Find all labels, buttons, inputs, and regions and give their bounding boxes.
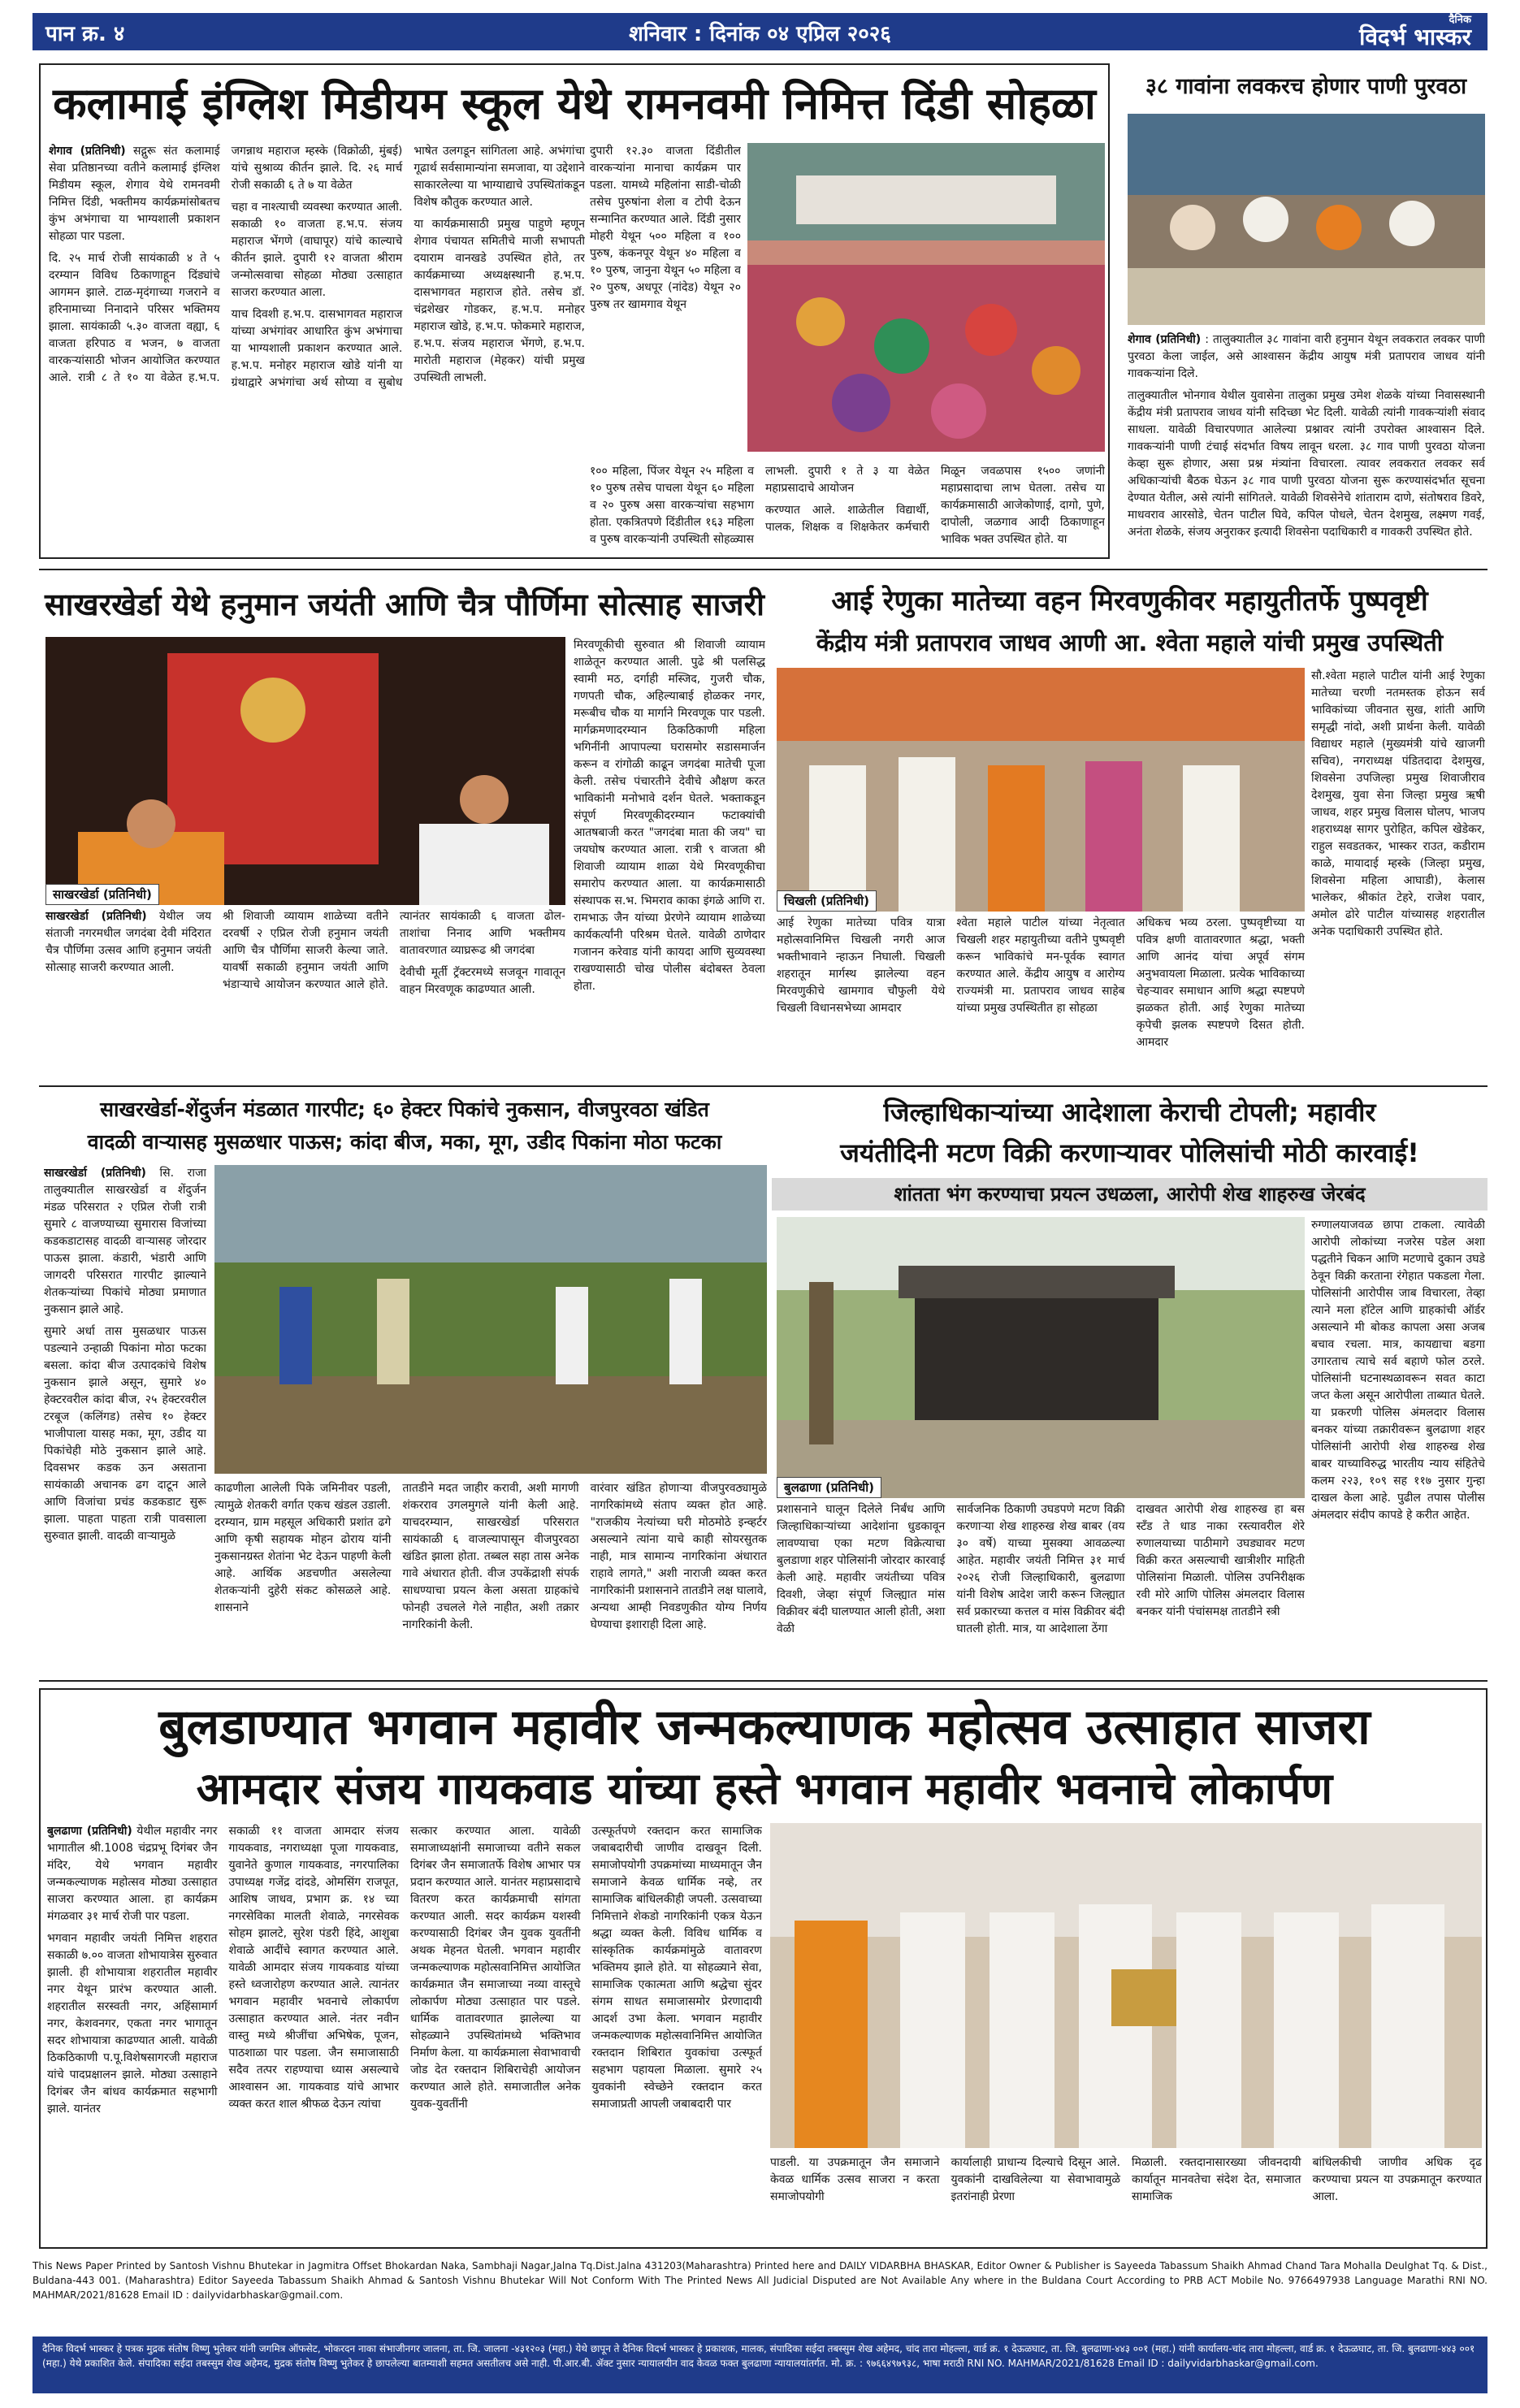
story-renuka-body <box>777 915 1305 1074</box>
paragraph: बांधिलकीची जाणीव अधिक दृढ करण्याचा प्रयत्न या उपक्रमातून करण्यात आला. <box>1312 2156 1482 2203</box>
story-kalamai-body-b <box>590 143 741 460</box>
issue-date: शनिवार : दिनांक ०४ एप्रिल २०२६ <box>629 22 891 46</box>
story-mahavir-headline-1: बुलडाण्यात भगवान महावीर जन्मकल्याणक महोत्सव उत्साहात साजरा <box>158 1699 1371 1756</box>
paragraph: करण्यात आले. शाळेतील विद्यार्थी, पालक, शिक्षक व शिक्षकेतर कर्मचारी मिळून जवळपास १५०० जणांनी महाप्रसादाचा लाभ घेतला. तसेच या कार्यक्रमासाठी आजेकोणाई, दागो, पुणे, दापोली, जळगाव आदी ठिकाणाहून भाविक भक्त उपस्थित होते. या <box>765 465 1105 546</box>
story-hail-headline-1: साखरखेर्डा-शेंदुर्जन मंडळात गारपीट; ६० हेक्टर पिकांचे नुकसान, वीजपुरवठा खंडित <box>100 1098 709 1121</box>
paragraph: अधिकच भव्य ठरला. पुष्पवृष्टीच्या या पवित्र क्षणी वातावरणात श्रद्धा, भक्ती आणि आनंद यांचा अपूर्व संगम अनुभवायला मिळाला. प्रत्येक भाविकाच्या चेहऱ्यावर समाधान आणि श्रद्धा स्पष्टपणे झळकत होती. आई रेणुका मातेच्या कृपेची झलक स्पष्टपणे दिसत होती. आमदार <box>1136 916 1305 1049</box>
divider <box>39 1085 1488 1087</box>
story-mahavir-byline: बुलढाणा (प्रतिनिधी) <box>47 1825 132 1838</box>
story-mahavir-headline-2: आमदार संजय गायकवाड यांच्या हस्ते भगवान महावीर भवनाचे लोकार्पण <box>196 1762 1333 1814</box>
paragraph: देवीची मूर्ती ट्रॅक्टरमध्ये सजवून गावातून वाहन मिरवणूक काढण्यात आली. <box>400 966 565 996</box>
paragraph: तातडीने मदत जाहीर करावी, अशी मागणी शंकरराव उगलमुगले यांनी केली आहे. याचदरम्यान, साखरखेर्डा परिसरात सायंकाळी ६ वाजल्यापासून वीजपुरवठा खंडित झाला होता. तब्बल सहा तास अनेक गावे अंधारात होती. वीज उपकेंद्राशी संपर्क साधण्याचा प्रयत्न केला असता ग्राहकांचे फोनही उचलले गेले नाहीत, अशी तक्रार नागरिकांनी केली. <box>402 1482 579 1631</box>
paragraph: रुग्णालयाजवळ छापा टाकला. त्यावेळी आरोपी लोकांच्या नजरेस पडेल अशा पद्धतीने चिकन आणि मटणाचे दुकान उघडे ठेवून विक्री करताना रंगेहात पकडला गेला. पोलिसांनी आरोपीस जाब विचारला, तेव्हा त्याने मला हॉटेल आणि ग्राहकांची ऑर्डर असल्याने मी बोकड कापला असा अजब बचाव रचला. मात्र, कायद्याचा बडगा उगारताच त्याचे सर्व बहाणे फोल ठरले. पोलिसांनी घटनास्थळावरून सवत काटा जप्त केला असून आरोपीला ताब्यात घेतले. या प्रकरणी पोलिस अंमलदार विलास बनकर यांच्या तक्रारीवरून बुलढाणा शहर पोलिसांनी आरोपी शेख शाहरुख शेख बाबर याच्याविरुद्ध भारतीय न्याय संहितेचे कलम २२३, १०९ सह ११७ नुसार गुन्हा दाखल केला आहे. पुढील तपास पोलीस अंमलदार संदीप कापडे हे करीत आहेत. <box>1311 1219 1485 1522</box>
masthead-bar <box>32 13 1488 50</box>
story-renuka-subheadline: केंद्रीय मंत्री प्रतापराव जाधव आणी आ. श्वेता महाले यांची प्रमुख उपस्थिती <box>816 629 1444 656</box>
story-hail-headline-2: वादळी वाऱ्यासह मुसळधार पाऊस; कांदा बीज, मका, मूग, उडीद पिकांना मोठा फटका <box>87 1130 722 1154</box>
story-water-photo <box>1128 114 1485 325</box>
story-kalamai-byline: शेगाव (प्रतिनिधी) <box>49 145 126 158</box>
paragraph: तालुक्यातील भोनगाव येथील युवासेना तालुका प्रमुख उमेश शेळके यांच्या निवासस्थानी केंद्रीय मंत्री प्रतापराव जाधव यांनी सदिच्छा भेट दिली. यावेळी त्यांनी गावकऱ्यांशी संवाद साधला. यावेळी विचारपणात आलेल्या प्रश्नावर त्यांनी उपरोक्त आश्वासन दिले. गावकऱ्यांनी पाणी टंचाई संदर्भात विषय लावून धरला. ३८ गाव पाणी पुरवठा योजना केव्हा सुरू होणार, असा प्रश्न मंत्र्यांना विचारला. त्यावर लवकरात लवकर सर्व अधिकाऱ्यांची बैठक घेऊन ३८ गाव पाणी पुरवठा योजना सुरू करण्यासंदर्भात सूचना देण्यात येतील, असे त्यांनी सांगितले. यावेळी शिवसेनेचे शांताराम दाणे, संतोषराव डिवरे, माधवराव आरसोडे, चेतन पाटील घिवे, कपिल पोधले, चेतन देशमुख, लक्ष्मण गवई, अनंता शेळके, संजय अनुराकर इत्यादी शिवसेना पदाधिकारी व गावकरी उपस्थित होते. <box>1128 389 1485 539</box>
story-mahavir <box>39 1688 1488 2249</box>
paragraph: या कार्यक्रमासाठी प्रमुख पाहुणे म्हणून शेगाव पंचायत समितीचे माजी सभापती दयाराम वानखडे उपस्थित होते, तर कार्यक्रमाच्या अध्यक्षस्थानी ह.भ.प. दासभागवत महाराज होते. तसेच डॉ. चंद्रशेखर गोडकर, ह.भ.प. मनोहर महाराज खोडे, ह.भ.प. फोकमारे महाराज, ह.भ.प. संजय महाराज भेंगणे, ह.भ.प. मारोती महाराज (मेहकर) यांची प्रमुख उपस्थिती लाभली. <box>414 218 585 384</box>
paragraph: श्वेता महाले पाटील यांच्या नेतृत्वात चिखली शहर महायुतीच्या वतीने पुष्पवृष्टी करून भाविकांचे मन-पूर्वक स्वागत करण्यात आले. केंद्रीय आयुष व आरोग्य राज्यमंत्री मा. प्रतापराव जाधव साहेब यांच्या प्रमुख उपस्थितीत हा सोहळा <box>956 916 1125 1015</box>
paragraph: सकाळी ११ वाजता आमदार संजय गायकवाड, नगराध्यक्षा पूजा गायकवाड, युवानेते कुणाल गायकवाड, नगरपालिका उपाध्यक्ष गजेंद्र दांदडे, ओमसिंग राजपूत, आशिष जाधव, प्रभाग क्र. १४ च्या नगरसेविका मालती शेवाळे, नगरसेवक सोहम झालटे, सुरेश पंडरी हिंदे, आशुबा शेवाळे आदींचे स्वागत करण्यात आले. यावेळी आमदार संजय गायकवाड यांच्या हस्ते ध्वजारोहण करण्यात आले. त्यानंतर भगवान महावीर भवनाचे लोकार्पण उत्साहात करण्यात आले. नंतर नवीन वास्तु मध्ये श्रीजींचा अभिषेक, पूजन, पाठशाळा पार पडला. जैन समाजासाठी सदैव तत्पर राहण्याचा ध्यास असल्याचे आश्वासन आ. गायकवाड यांचे आभार व्यक्त करत शाल श्रीफळ देऊन त्यांचा <box>228 1825 399 2111</box>
photo-caption: चिखली (प्रतिनिधी) <box>777 890 877 912</box>
paragraph: दाखवत आरोपी शेख शाहरुख हा बस स्टँड ते धाड नाका रस्त्यावरील शेरे रुणालयाच्या पाठीमागे उघड्यावर मटण विक्री करत असल्याची खात्रीशीर माहिती पोलिसांना मिळाली. पोलिस उपनिरीक्षक रवी मोरे आणि पोलिस अंमलदार विलास बनकर यांनी पंचांसमक्ष तातडीने स्त्री <box>1136 1503 1305 1618</box>
story-renuka-headline: आई रेणुका मातेच्या वहन मिरवणुकीवर महायुतीतर्फे पुष्पवृष्टी <box>831 585 1428 617</box>
story-kalamai-body-c <box>590 463 1105 552</box>
paragraph: सद्गुरू संत कलामाई सेवा प्रतिष्ठानच्या वतीने कलामाई इंग्लिश मिडीयम स्कूल, शेगाव येथे रामनवमी निमित्त दिंडी, भक्तीमय कार्यक्रमांसोबतच कुंभ अभंगाचा या भाग्यशाली प्रकाशन सोहळा पार पडला. <box>49 145 220 243</box>
story-mutton-headline-1: जिल्हाधिकाऱ्यांच्या आदेशाला केराची टोपली; महावीर <box>883 1097 1376 1128</box>
story-water-byline: शेगाव (प्रतिनिधी) <box>1128 333 1202 346</box>
dignitaries-photo-icon <box>777 668 1305 912</box>
story-renuka-body-right <box>1311 668 1485 1074</box>
paragraph: याच दिवशी ह.भ.प. दासभागवत महाराज यांच्या अभंगांवर आधारित कुंभ अभंगाचा या भाग्यशाली प्रकाशन करण्यात आले. ह.भ.प. मनोहर महाराज खोडे यांनी या ग्रंथाद्वारे अभंगांचा अर्थ सोप्या व सुबोध भाषेत उलगडून सांगितला आहे. अभंगांचा गूढार्थ सर्वसामान्यांना समजावा, या उद्देशाने साकारलेल्या या भाग्याद्याचे उपस्थितांकडून विशेष कौतुक करण्यात आले. <box>231 145 585 389</box>
page-number: पान क्र. ४ <box>45 22 125 46</box>
story-kalamai <box>39 63 1110 559</box>
paragraph: दि. २५ मार्च रोजी सायंकाळी ४ ते ५ दरम्यान विविध ठिकाणाहून दिंड्यांचे आगमन झाले. टाळ-मृदंगाच्या गजराने व हरिनामाच्या निनादाने परिसर भक्तिमय झाला. सायंकाळी ५.३० वाजता वह्या, ६ वाजता हरिपाठ व भजन, ७ वाजता वारकऱ्यांसाठी भोजन आयोजित करण्यात आले. रात्री ८ ते १० या वेळेत ह.भ.प. जगन्नाथ महाराज म्हस्के (विक्रोळी, मुंबई) यांचे सुश्राव्य कीर्तन झाले. दि. २६ मार्च रोजी सकाळी ६ ते ७ या वेळेत <box>49 145 403 384</box>
paragraph: मिळाली. रक्तदानासारख्या जीवनदायी कार्यातून मानवतेचा संदेश देत, समाजात सामाजिक <box>1132 2156 1301 2203</box>
paragraph: वारंवार खंडित होणाऱ्या वीजपुरवठ्यामुळे नागरिकांमध्ये संताप व्यक्त होत आहे. "राजकीय नेत्यांच्या घरी मोठमोठे इन्व्हर्टर असल्याने त्यांना याचे काही सोयरसुतक नाही, मात्र सामान्य नागरिकांना अंधारात राहावे लागते," अशी नाराजी व्यक्त करत नागरिकांनी प्रशासनाने तातडीने लक्ष घालावे, अन्यथा आम्ही निवडणुकीत योग्य निर्णय घेण्याचा इशाराही दिला आहे. <box>590 1482 767 1631</box>
paragraph: प्रशासनाने घालून दिलेले निर्बंध आणि जिल्हाधिकाऱ्यांच्या आदेशांना धुडकावून लावण्याचा एका मटण विक्रेत्याचा बुलडाणा शहर पोलिसांनी जोरदार कारवाई केली आहे. महावीर जयंतीच्या पवित्र दिवशी, जेव्हा संपूर्ण जिल्ह्यात मांस विक्रीवर बंदी घालण्यात आली होती, अशा वेळी <box>777 1503 946 1635</box>
story-mutton-body <box>777 1501 1305 1670</box>
story-water-body: शेगाव (प्रतिनिधी) : तालुक्यातील ३८ गावांना वारी हनुमान येथून लवकरात लवकर पाणी पुरवठा केला जाईल, असे आश्वासन केंद्रीय आयुष मंत्री प्रतापराव जाधव यांनी गावकऱ्यांना दिले. तालुक्यातील भोनगाव येथील युवासेना तालुका प्रमुख उमेश शेळके यांच्या निवासस्थानी केंद्रीय मंत्री प्रतापराव जाधव यांनी सदिच्छा भेट दिली. यावेळी त्यांनी गावकऱ्यांशी संवाद साधला. यावेळी विचारपणात आलेल्या प्रश्नावर त्यांनी उपरोक्त आश्वासन दिले. गावकऱ्यांनी पाणी टंचाई संदर्भात विषय लावून धरला. ३८ गाव पाणी पुरवठा योजना केव्हा सुरू होणार, असा प्रश्न मंत्र्यांना विचारला. त्यावर लवकरात लवकर सर्व अधिकाऱ्यांची बैठक घेऊन ३८ गाव पाणी पुरवठा योजना सुरू करण्यासंदर्भात सूचना देण्यात येतील, असे त्यांनी सांगितले. यावेळी शिवसेनेचे शांताराम दाणे, संतोषराव डिवरे, माधवराव आरसोडे, चेतन पाटील घिवे, कपिल पोधले, चेतन देशमुख, लक्ष्मण गवई, अनंता शेळके, संजय अनुराकर इत्यादी शिवसेना पदाधिकारी व गावकरी उपस्थित होते. <box>1128 331 1485 551</box>
paragraph: सार्वजनिक ठिकाणी उघडपणे मटण विक्री करणाऱ्या शेख शाहरुख शेख बाबर (वय ३० वर्षे) याच्या मुसक्या आवळल्या आहेत. महावीर जयंती निमित्त ३१ मार्च २०२६ रोजी जिल्हाधिकारी, बुलढाणा यांनी विशेष आदेश जारी करून जिल्ह्यात सर्व प्रकारच्या कत्तल व मांस विक्रीवर बंदी घातली होती. मात्र, या आदेशाला ठेंगा <box>956 1503 1125 1635</box>
farm-field-photo-icon <box>214 1165 767 1474</box>
brand-prefix: दैनिक <box>1449 14 1471 26</box>
story-hail-body-bottom <box>214 1480 767 1669</box>
brand-name: विदर्भ भास्कर <box>1359 24 1471 50</box>
paragraph: आई रेणुका मातेच्या पवित्र यात्रा महोत्सवानिमित्त चिखली नगरी आज भक्तीभावाने न्हाऊन निघाली. चिखली शहरातून मार्गस्थ झालेल्या वहन मिरवणुकीचे खामगाव चौफुली येथे चिखली विधानसभेच्या आमदार <box>777 916 946 1015</box>
story-mutton-subheadline: शांतता भंग करण्याचा प्रयत्न उधळला, आरोपी शेख शाहरुख जेरबंद <box>772 1178 1488 1210</box>
divider <box>39 569 1488 570</box>
paragraph: सत्कार करण्यात आला. यावेळी समाजाध्यक्षांनी समाजाच्या वतीने सकल दिगंबर जैन समाजातर्फे विशेष आभार पत्र प्रदान करण्यात आले. यानंतर महाप्रसादाचे वितरण करत कार्यक्रमाची सांगता करण्यात आली. सदर कार्यक्रम यशस्वी करण्यासाठी दिगंबर जैन युवक युवतींनी अथक मेहनत घेतली. भगवान महावीर जन्मकल्याणक महोत्सवानिमित्त आयोजित कार्यक्रमात जैन समाजाच्या नव्या वास्तूचे लोकार्पण मोठ्या उत्साहात पार पडले. धार्मिक वातावरणात झालेल्या या सोहळ्याने उपस्थितांमध्ये भक्तिभाव निर्माण केला. या कार्यक्रमाला सेवाभावाची जोड देत रक्तदान शिबिराचेही आयोजन करण्यात आले होते. समाजातील अनेक युवक-युवतींनी <box>410 1825 581 2111</box>
paragraph: येथील महावीर नगर भागातील श्री.1008 चंद्रप्रभू दिगंबर जैन मंदिर, येथे भगवान महावीर जन्मकल्याणक महोत्सव मोठ्या उत्साहात साजरा करण्यात आला. हा कार्यक्रम मंगळवार ३१ मार्च रोजी पार पडला. <box>47 1825 218 1923</box>
story-mutton-body-right <box>1311 1217 1485 1670</box>
imprint-marathi: दैनिक विदर्भ भास्कर हे पत्रक मुद्रक संतोष विष्णु भुतेकर यांनी जगमित्र ऑफसेट, भोकरदन नाका संभाजीनगर जालना, ता. जि. जालना -४३१२०३ (महा.) येथे छापून ते दैनिक विदर्भ भास्कर हे प्रकाशक, मालक, संपादिका सईदा तबस्सुम शेख अहेमद, चांद तारा मोहल्ला, वार्ड क्र. १ देऊळघाट, ता. जि. बुलढाणा-४४३ ००१ (महा.) यांनी कार्यालय-चांद तारा मोहल्ला, वार्ड क्र. १ देऊळघाट, ता. जि. बुलढाणा-४४३ ००१ (महा.) येथे प्रकाशित केले. संपादिका सईदा तबस्सुम शेख अहेमद, मुद्रक संतोष विष्णु भुतेकर हे छापलेल्या बातम्याशी सहमत असतीलच असे नाही. पी.आर.बी. ॲक्ट नुसार न्यायालयीन वाद केवळ फक्त बुलढाणा न्यायालयांतर्गत. मो. क्र. : ९७६६४९७९३८, भाषा मराठी RNI NO. MAHMAR/2021/81628 Email ID : dailyvidarbhaskar@gmail.com. <box>32 2337 1488 2393</box>
story-mutton-sale <box>772 1090 1488 1675</box>
story-hanuman-headline: साखरखेर्डा येथे हनुमान जयंती आणि चैत्र पौर्णिमा सोत्साह साजरी <box>44 587 765 622</box>
paragraph: तालुक्यातील ३८ गावांना वारी हनुमान येथून लवकरात लवकर पाणी पुरवठा केला जाईल, असे आश्वासन केंद्रीय आयुष मंत्री प्रतापराव जाधव यांनी गावकऱ्यांना दिले. <box>1128 333 1485 380</box>
story-renuka-photo <box>777 668 1305 912</box>
meeting-photo-icon <box>1128 114 1485 325</box>
paragraph: येथील जय संताजी नगरमधील जगदंबा देवी मंदिरात चैत्र पौर्णिमा उत्सव आणि हनुमान जयंती सोत्साह साजरी करण्यात आली. <box>45 910 211 974</box>
story-hanuman-byline: साखरखेर्डा (प्रतिनिधी) <box>45 910 147 923</box>
felicitation-photo-icon <box>770 1823 1482 2148</box>
story-mahavir-body-left <box>47 1823 762 2242</box>
paragraph: सौ.श्वेता महाले पाटील यांनी आई रेणुका मातेच्या चरणी नतमस्तक होऊन सर्व भाविकांच्या जीवनात सुख, शांती आणि समृद्धी नांदो, अशी प्रार्थना केली. यावेळी विद्याधर महाले (मुख्यमंत्री यांचे खाजगी सचिव), नगराध्यक्ष पंडितदादा देशमुख, शिवसेना उपजिल्हा प्रमुख शिवाजीराव देशमुख, युवा सेना जिल्हा प्रमुख ऋषी जाधव, शहर प्रमुख विलास घोलप, भाजप शहराध्यक्ष सागर पुरोहित, कपिल खेडेकर, राहुल सवडतकर, भास्कर राउत, कडीराम काळे, मायादाई म्हस्के (जिल्हा प्रमुख, शिवसेना महिला आघाडी), केलास भालेकर, श्रीकांत टेहरे, राजेश पवार, अमोल ढोरे पाटील यांच्यासह शहरातील अनेक पदाधिकारी उपस्थित होते. <box>1311 669 1485 938</box>
imprint-english: This News Paper Printed by Santosh Vishnu Bhutekar in Jagmitra Offset Bhokardan Naka, Sambhaji Nagar,Jalna Tq.Dist.Jalna 431203(Maharashtra) Printed here and DAILY VIDARBHA BHASKAR, Editor Owner & Publisher is Sayeeda Tabassum Shaikh Ahmad Chand Tara Mohalla Deulghat Tq. & Dist., Buldana-443 001. (Maharashtra) Editor Sayeeda Tabassum Shaikh Ahmad & Santosh Vishnu Bhutekar Will Not Conform With The Printed News All Judicial Disputed are Not Available Any where in the Buldana Court According to PRB ACT Mobile No. 9766497938 Language Marathi RNI NO. MAHMAR/2021/81628 Email ID : dailyvidarbhaskar@gmail.com. <box>32 2260 1488 2301</box>
story-mahavir-photo <box>770 1823 1482 2148</box>
paragraph: सुमारे अर्धा तास मुसळधार पाऊस पडल्याने उन्हाळी पिकांना मोठा फटका बसला. कांदा बीज उत्पादकांचे विशेष नुकसान झाले असून, सुमारे ४० हेक्टरवरील कांदा बीज, २५ हेक्टरवरील टरबूज (कलिंगड) तसेच १० हेक्टर भाजीपाला यासह मका, मूग, उडीद या पिकांचेही मोठे नुकसान झाले आहे. दिवसभर कडक ऊन असताना सायंकाळी अचानक ढग दाटून आले आणि विजांचा प्रचंड कडकडाट सुरू झाला. पाहता पाहता रात्री पावसाला सुरुवात झाली. वादळी वाऱ्यामुळे <box>44 1325 206 1543</box>
story-water-supply <box>1124 63 1488 559</box>
crowd-photo-icon <box>747 143 1105 452</box>
story-hanuman-body <box>45 908 565 1071</box>
story-hailstorm <box>39 1090 770 1675</box>
divider <box>39 1680 1488 1682</box>
story-kalamai-headline: कलामाई इंग्लिश मिडीयम स्कूल येथे रामनवमी निमित्त दिंडी सोहळा <box>53 78 1096 129</box>
paragraph: पाडली. या उपक्रमातून जैन समाजाने केवळ धार्मिक उत्सव साजरा न करता समाजोपयोगी <box>770 2156 940 2203</box>
story-hanuman-jayanti <box>39 575 770 1079</box>
photo-caption: बुलढाणा (प्रतिनिधी) <box>777 1477 881 1498</box>
paragraph: मिरवणूकीची सुरुवात श्री शिवाजी व्यायाम शाळेतून करण्यात आली. पुढे श्री पलसिद्ध स्वामी मठ, दर्गाही मस्जिद, गुजरी चौक, गणपती चौक, अहिल्याबाई होळकर नगर, मरूबीच चौक या मार्गाने मिरवणूक पार पडली. मार्गक्रमणादरम्यान ठिकठिकाणी महिला भगिनींनी आपापल्या घरासमोर सडासमार्जन करून व रांगोळी काढून जगदंबा मातेची पूजा केली. तसेच पंचारतीने देवीचे औक्षण करत भाविकांनी मनोभावे दर्शन घेतले. भक्ताकडून संपूर्ण मिरवणूकीदरम्यान फटाक्यांची आतषबाजी करत "जगदंबा माता की जय" चा जयघोष करण्यात आला. रात्री ९ वाजता श्री शिवाजी व्यायाम शाळा येथे मिरवणूकीचा समारोप करण्यात आला. या कार्यक्रमासाठी संस्थापक स.भ. भिमराव काका इंगळे आणि रा. रामभाऊ जैन यांच्या प्रेरणेने व्यायाम शाळेच्या कार्यकर्त्यांनी परिश्रम घेतले. यावेळी ठाणेदार गजानन करेवाड यांनी कायदा आणि सुव्यवस्था राखण्यासाठी चोख पोलीस बंदोबस्त ठेवला होता. <box>574 639 765 993</box>
story-hail-byline: साखरखेर्डा (प्रतिनिधी) <box>44 1167 146 1180</box>
story-hanuman-body-right <box>574 637 765 1071</box>
newspaper-brand <box>1359 15 1471 49</box>
paragraph: उत्स्फूर्तपणे रक्तदान करत सामाजिक जबाबदारीची जाणीव दाखवून दिली. समाजोपयोगी उपक्रमांच्या माध्यमातून जैन समाजाने केवळ धार्मिक नव्हे, तर सामाजिक बांधिलकीही जपली. उत्सवाच्या निमित्ताने शेकडो नागरिकांनी एकत्र येऊन श्रद्धा व्यक्त केली. विविध धार्मिक व सांस्कृतिक कार्यक्रमांमुळे वातावरण भक्तिमय झाले होते. या सोहळ्याने सेवा, सामाजिक एकात्मता आणि श्रद्धेचा सुंदर संगम साधत समाजासमोर प्रेरणादायी आदर्श उभा केला. भगवान महावीर जन्मकल्याणक महोत्सवानिमित्त आयोजित रक्तदान शिबिरात युवकांचा उत्स्फूर्त सहभाग पहायला मिळाला. सुमारे २५ युवकांनी स्वेच्छेने रक्तदान करत समाजाप्रती आपली जबाबदारी पार <box>591 1825 762 2111</box>
paragraph: १०० महिला, पिंजर येथून २५ महिला व १० पुरुष तसेच पाचला येथून ६० महिला व २० पुरुष असा वारकऱ्यांचा सहभाग होता. एकत्रितपणे दिंडीतील १६३ महिला व पुरुष वारकऱ्यांनी उपस्थिती सोहळ्यास लाभली. दुपारी १ ते ३ या वेळेत महाप्रसादाचे आयोजन <box>590 465 929 546</box>
story-mahavir-body-bottom <box>770 2155 1482 2242</box>
story-hail-body-left <box>44 1165 206 1669</box>
story-water-headline: ३८ गावांना लवकरच होणार पाणी पुरवठा <box>1145 74 1467 99</box>
goddess-idol-photo-icon <box>45 637 565 905</box>
paragraph: श्री शिवाजी व्यायाम शाळेच्या वतीने दरवर्षी २ एप्रिल रोजी हनुमान जयंती आणि चैत्र पौर्णिमा साजरी केल्या जाते. यावर्षी सकाळी हनुमान जयंती आणि भंडाऱ्याचे आयोजन करण्यात आले होते. त्यानंतर सायंकाळी ६ वाजता ढोल-ताशांचा निनाद आणि भक्तीमय वातावरणात व्याघ्ररूढ श्री जगदंबा <box>223 910 565 991</box>
paragraph: भगवान महावीर जयंती निमित्त शहरात सकाळी ७.०० वाजता शोभायात्रेस सुरुवात झाली. ही शोभायात्रा शहरातील महावीर नगर येथून प्रारंभ करण्यात आली. शहरातील सरस्वती नगर, अहिंसामार्ग नगर, केशवनगर, एकता नगर भागातून सदर शोभायात्रा काढण्यात आली. यावेळी ठिकठिकाणी प.पू.विशेषसागरजी महाराज यांचे पादप्रक्षालन झाले. मोठ्या उत्साहाने दिगंबर जैन बांधव कार्यक्रमात सहभागी झाले. यानंतर <box>47 1932 218 2116</box>
photo-caption: साखरखेर्डा (प्रतिनिधी) <box>45 884 159 905</box>
paragraph: काढणीला आलेली पिके जमिनीवर पडली, त्यामुळे शेतकरी वर्गात एकच खंडल उडाली. दरम्यान, ग्राम महसूल अधिकारी प्रशांत ढगे आणि कृषी सहायक मोहन ढोराय यांनी नुकसानग्रस्त शेतांना भेट देऊन पाहणी केली आहे. आर्थिक अडचणीत असलेल्या शेतकऱ्यांनी दुहेरी संकट कोसळले आहे. शासनाने <box>214 1482 392 1614</box>
paragraph: कार्यालाही प्राधान्य दिल्याचे दिसून आले. युवकांनी दाखविलेल्या या सेवाभावामुळे इतरांनाही प्रेरणा <box>951 2156 1120 2203</box>
paragraph: सि. राजा तालुक्यातील साखरखेर्डा व शेंदुर्जन मंडळ परिसरात २ एप्रिल रोजी रात्री सुमारे ८ वाजण्याच्या सुमारास विजांच्या कडकडाटासह वादळी वाऱ्यासह जोरदार पाऊस झाला. कंडारी, भंडारी आणि जागदरी परिसरात गारपीट झाल्याने शेतकऱ्यांच्या पिकांचे मोठ्या प्रमाणात नुकसान झाले आहे. <box>44 1167 206 1316</box>
story-hanuman-photo <box>45 637 565 905</box>
paragraph: दुपारी १२.३० वाजता दिंडीतील वारकऱ्यांना मानाचा कार्यक्रम पार पडला. यामध्ये महिलांना साडी-चोळी तसेच पुरुषांना शेला व टोपी देऊन सन्मानित करण्यात आले. दिंडी नुसार मोहरी येथून ५०० महिला व १०० पुरुष, कंकनपूर येथून ४० महिला व १० पुरुष, जानुना येथून ५० महिला व २० पुरुष, अधपूर (नांदेड) येथून २० पुरुष तर खामगाव येथून <box>590 145 741 311</box>
story-kalamai-photo <box>747 143 1105 452</box>
story-hail-photo <box>214 1165 767 1474</box>
story-mutton-headline-2: जयंतीदिनी मटण विक्री करणाऱ्यावर पोलिसांची मोठी कारवाई! <box>840 1137 1419 1168</box>
story-kalamai-body-a <box>49 143 585 549</box>
paragraph: चहा व नाश्त्याची व्यवस्था करण्यात आली. सकाळी १० वाजता ह.भ.प. संजय महाराज भेंगणे (वाघापूर) यांचे काल्याचे कीर्तन झाले. दुपारी १२ वाजता श्रीराम जन्मोत्सवाचा सोहळा मोठ्या उत्साहात साजरा करण्यात आला. <box>231 201 403 299</box>
roadside-stall-photo-icon <box>777 1217 1305 1498</box>
story-renuka-mata <box>772 575 1488 1079</box>
story-mutton-photo <box>777 1217 1305 1498</box>
